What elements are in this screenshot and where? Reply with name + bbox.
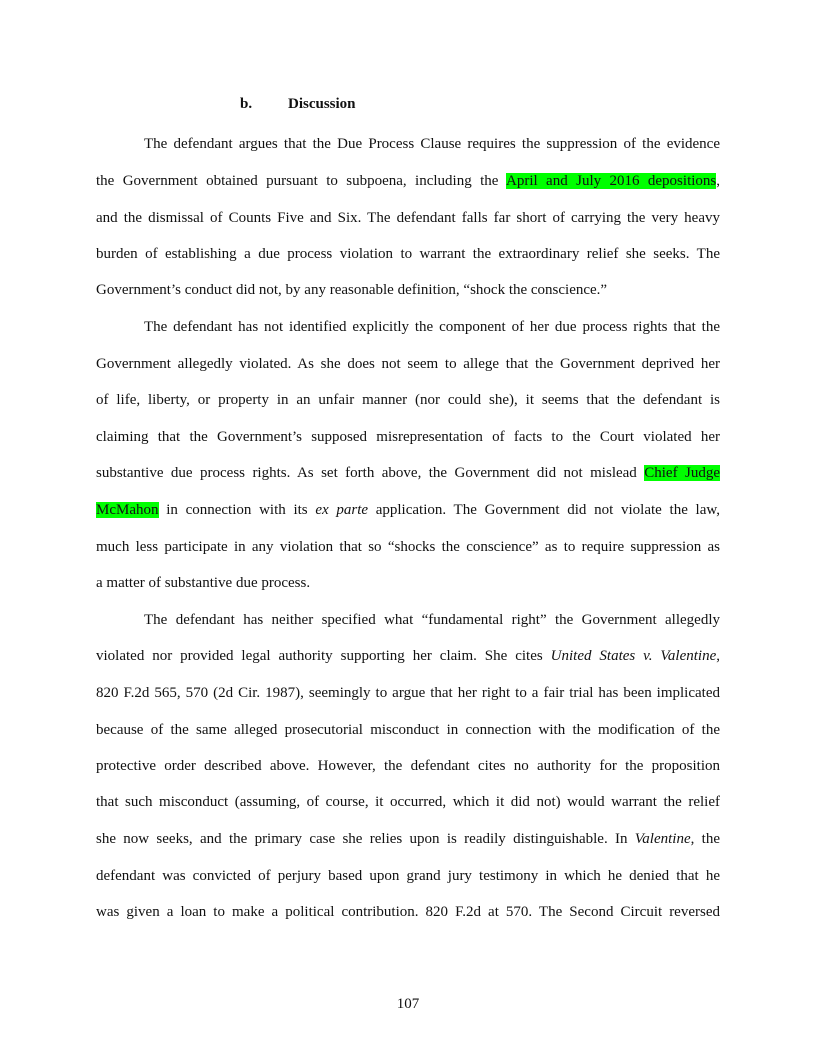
paragraph-1-line-3: and the dismissal of Counts Five and Six. The defendant falls far short of carrying the very heavy xyxy=(96,210,720,226)
paragraph-1-line-5: Government’s conduct did not, by any reasonable definition, “shock the conscience.” xyxy=(96,282,608,298)
section-title: Discussion xyxy=(288,96,356,112)
paragraph-2-line-2: Government allegedly violated. As she does not seem to allege that the Government deprived her xyxy=(96,356,720,372)
section-heading xyxy=(240,96,356,113)
paragraph-3-line-8: defendant was convicted of perjury based upon grand jury testimony in which he denied that he xyxy=(96,868,720,884)
paragraph-1-line-4: burden of establishing a due process violation to warrant the extraordinary relief she seeks. The xyxy=(96,246,720,262)
paragraph-2-line-6: McMahon in connection with its ex parte application. The Government did not violate the law, xyxy=(96,502,720,518)
paragraph-2-line-5: substantive due process rights. As set forth above, the Government did not mislead Chief Judge xyxy=(96,465,720,481)
case-citation: United States v. Valentine xyxy=(550,648,717,664)
paragraph-3-line-5: protective order described above. However, the defendant cites no authority for the proposition xyxy=(96,758,720,774)
paragraph-3-line-1: The defendant has neither specified what “fundamental right” the Government allegedly xyxy=(144,612,720,628)
paragraph-3-line-3: 820 F.2d 565, 570 (2d Cir. 1987), seemingly to argue that her right to a fair trial has been implicated xyxy=(96,685,720,701)
paragraph-2-line-8: a matter of substantive due process. xyxy=(96,575,311,591)
paragraph-2-line-7: much less participate in any violation that so “shocks the conscience” as to require suppression as xyxy=(96,539,720,555)
paragraph-3-line-6: that such misconduct (assuming, of course, it occurred, which it did not) would warrant the relief xyxy=(96,794,720,810)
paragraph-2-line-1: The defendant has not identified explicitly the component of her due process rights that the xyxy=(144,319,720,335)
paragraph-3-line-7: she now seeks, and the primary case she relies upon is readily distinguishable. In Valentine, the xyxy=(96,831,721,847)
paragraph-2-line-3: of life, liberty, or property in an unfair manner (nor could she), it seems that the defendant is xyxy=(96,392,720,408)
paragraph-1-line-2: the Government obtained pursuant to subpoena, including the April and July 2016 depositions, xyxy=(96,173,720,189)
highlight-mcmahon: McMahon xyxy=(96,502,159,518)
paragraph-3-line-4: because of the same alleged prosecutorial misconduct in connection with the modification of the xyxy=(96,722,720,738)
paragraph-1-line-1: The defendant argues that the Due Process Clause requires the suppression of the evidence xyxy=(144,136,720,152)
page-number: 107 xyxy=(396,996,420,1012)
highlight-depositions: April and July 2016 depositions xyxy=(506,173,717,189)
paragraph-3-line-2: violated nor provided legal authority supporting her claim. She cites United States v. Valentine, xyxy=(96,648,720,664)
highlight-chief-judge: Chief Judge xyxy=(644,465,720,481)
paragraph-3-line-9: was given a loan to make a political contribution. 820 F.2d at 570. The Second Circuit reversed xyxy=(96,904,720,920)
paragraph-2-line-4: claiming that the Government’s supposed misrepresentation of facts to the Court violated her xyxy=(96,429,720,445)
section-number: b. xyxy=(240,96,253,112)
